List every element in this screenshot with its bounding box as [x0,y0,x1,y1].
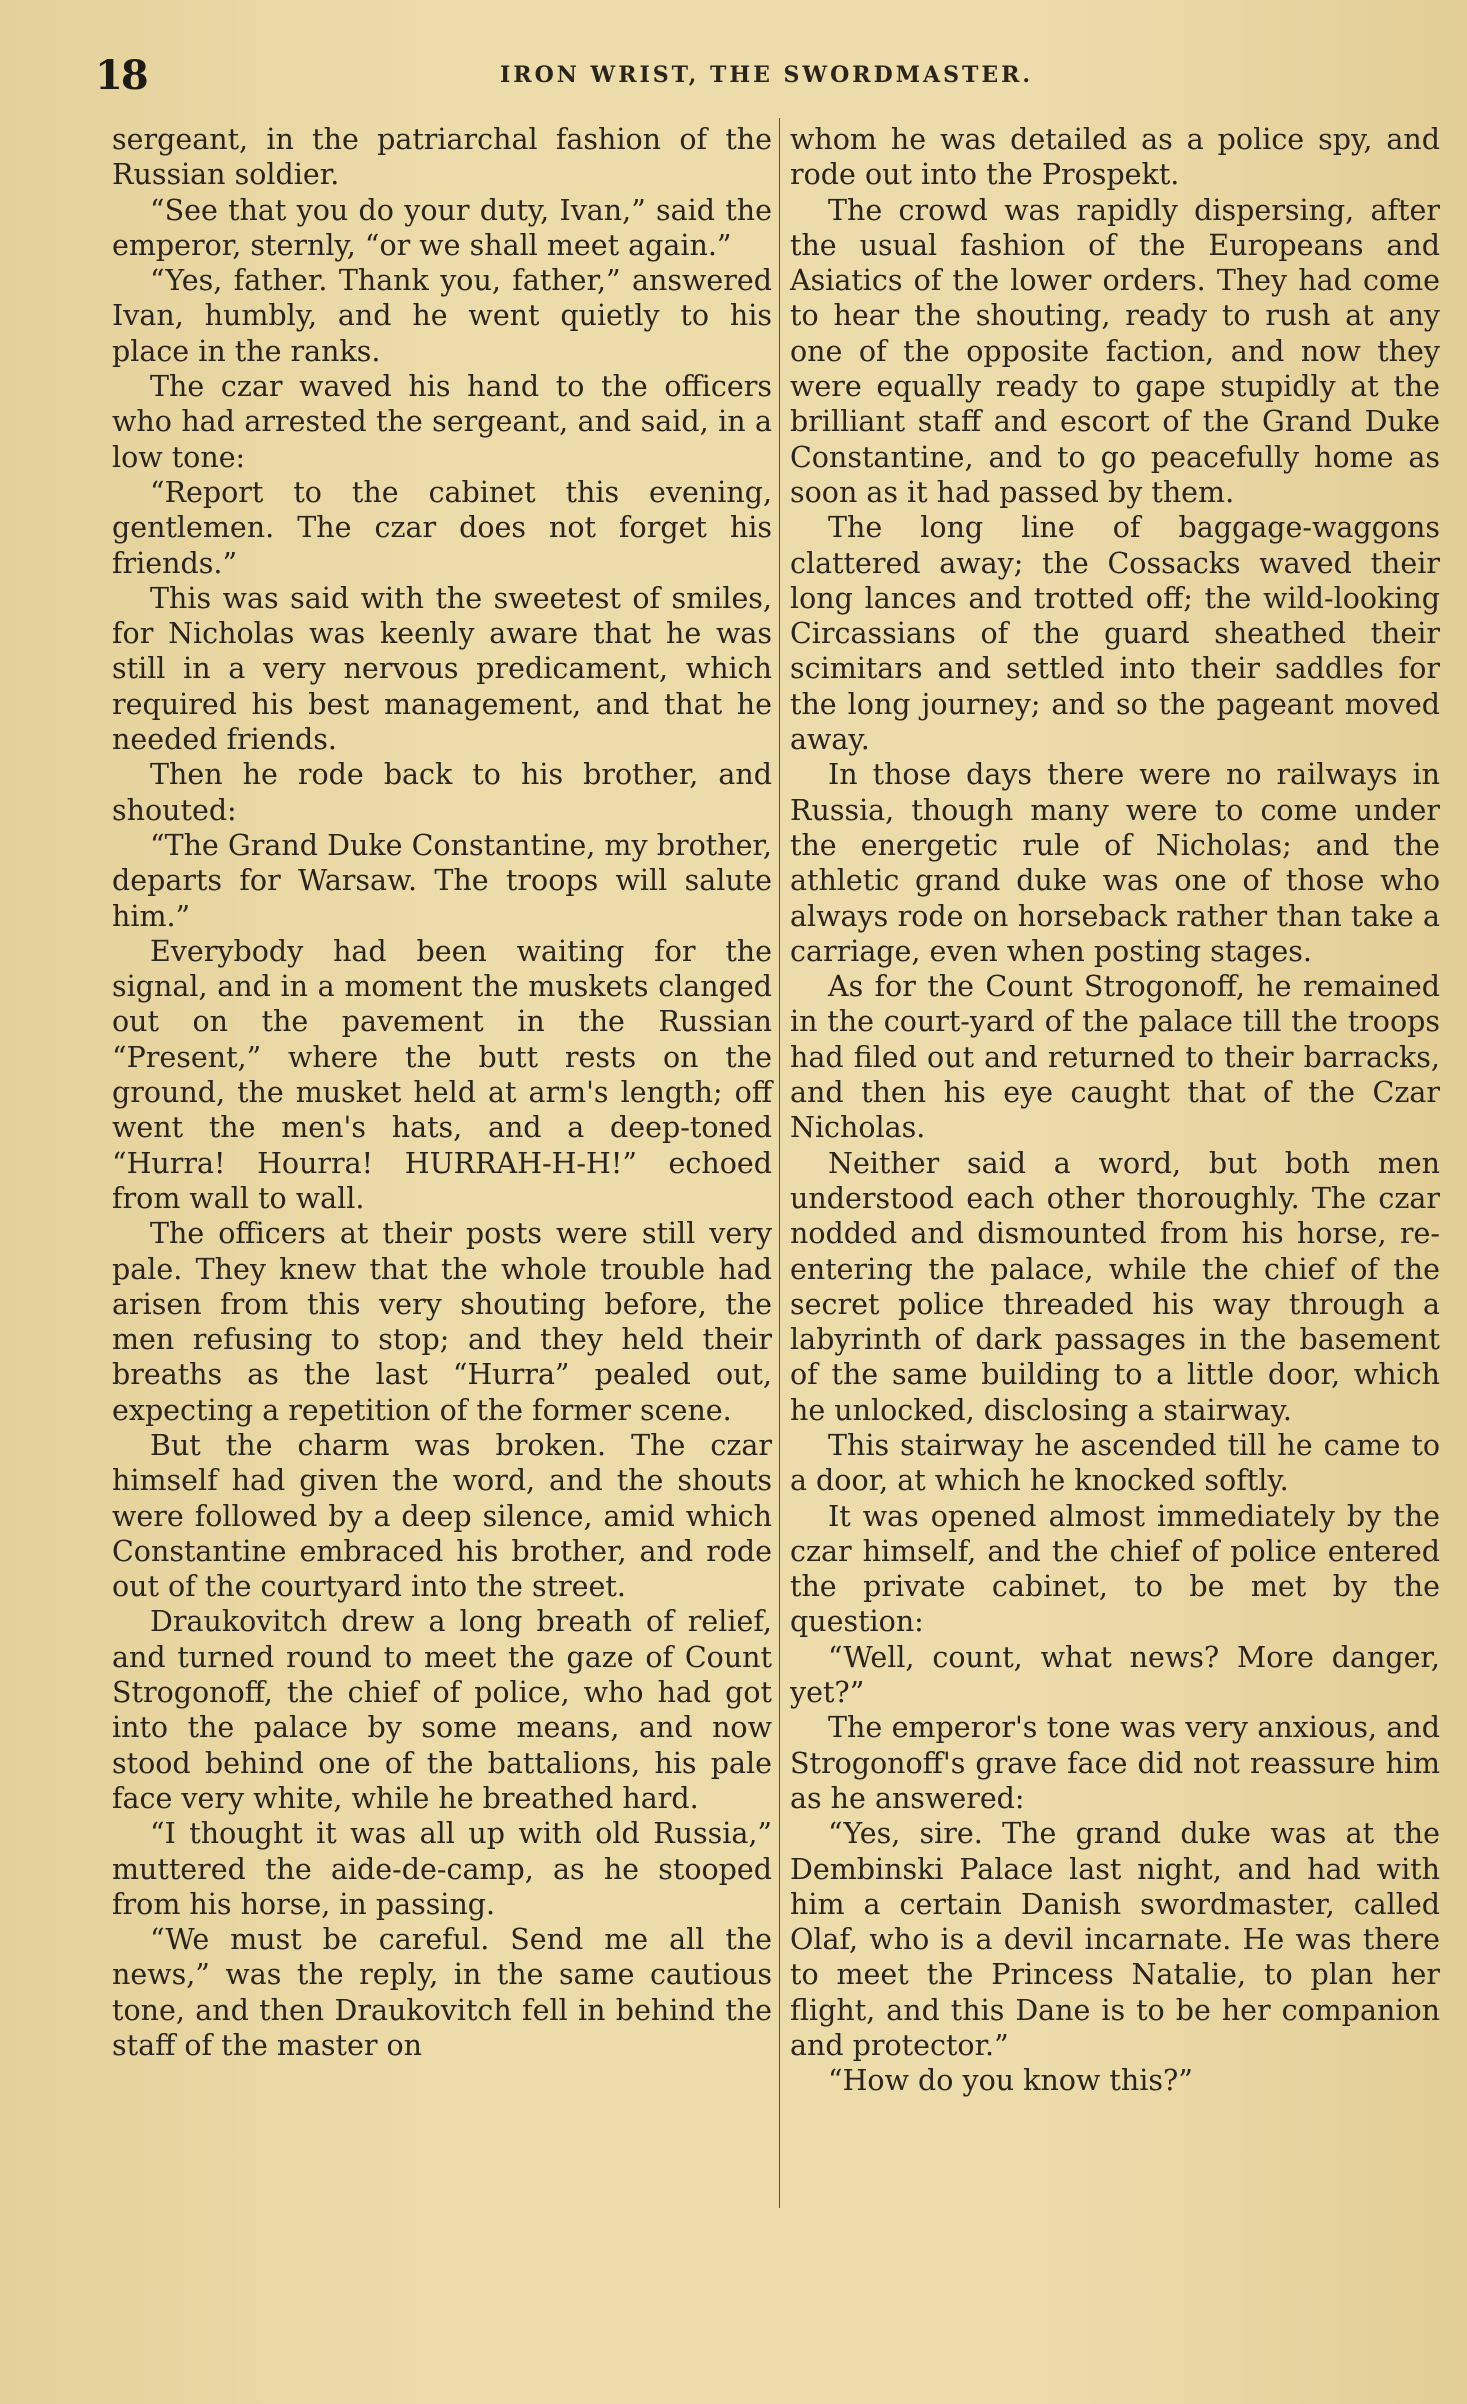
paragraph: “Yes, father. Thank you, father,” answered Ivan, humbly, and he went quietly to his place in the ranks. [112,264,772,368]
paragraph: But the charm was broken. The czar himself had given the word, and the shouts were followed by a deep silence, amid which Constantine embraced his brother, and rode out of the courtyard into the street. [112,1428,772,1604]
paragraph: In those days there were no railways in Russia, though many were to come under the energetic rule of Nicholas; and the athletic grand duke was one of those who always rode on horseback rather than take a carriage, even when posting stages. [790,758,1440,968]
paragraph: The emperor's tone was very anxious, and Strogonoff's grave face did not reassure him as he answered: [790,1711,1440,1815]
column-divider [779,118,780,2208]
paragraph: sergeant, in the patriarchal fashion of the Russian soldier. [112,123,772,192]
paragraph: “The Grand Duke Constantine, my brother, departs for Warsaw. The troops will salute him.” [112,828,772,933]
paragraph: “Well, count, what news? More danger, yet?” [790,1640,1440,1710]
paragraph: This was said with the sweetest of smiles, for Nicholas was keenly aware that he was still in a very nervous predicament, which required his best management, and that he needed friends. [112,581,772,757]
paragraph: Everybody had been waiting for the signal, and in a moment the muskets clanged out on the pavement in the Russian “Present,” where the butt rests on the ground, the musket held at arm's length; off went the men's hats, and a deep-toned “Hurra! Hourra! HURRAH-H-H!” echoed from wall to wall. [112,934,772,1215]
page-number: 18 [95,52,147,99]
paragraph: Neither said a word, but both men understood each other thoroughly. The czar nodded and dismounted from his horse, re-entering the palace, while the chief of the secret police threaded his way through a labyrinth of dark passages in the basement of the same building to a little door, which he unlocked, disclosing a stairway. [790,1146,1440,1427]
paragraph: “We must be careful. Send me all the news,” was the reply, in the same cautious tone, and then Draukovitch fell in behind the staff of the master on [112,1923,772,2063]
paragraph: Then he rode back to his brother, and shouted: [112,758,772,827]
paragraph: “Report to the cabinet this evening, gentlemen. The czar does not forget his friends.” [112,475,772,580]
paragraph: “See that you do your duty, Ivan,” said the emperor, sternly, “or we shall meet again.” [112,193,772,262]
paragraph: “How do you know this?” [828,2064,1193,2098]
page-header [95,52,1395,102]
paragraph: This stairway he ascended till he came to a door, at which he knocked softly. [790,1428,1440,1498]
paragraph: “I thought it was all up with old Russia,” muttered the aide-de-camp, as he stooped from his horse, in passing. [112,1817,772,1921]
paragraph: “Yes, sire. The grand duke was at the Dembinski Palace last night, and had with him a certain Danish swordmaster, called Olaf, who is a devil incarnate. He was there to meet the Princess Natalie, to plan her flight, and this Dane is to be her companion and protector.” [790,1817,1440,2063]
paragraph: Draukovitch drew a long breath of relief, and turned round to meet the gaze of Count Strogonoff, the chief of police, who had got into the palace by some means, and now stood behind one of the battalions, his pale face very white, while he breathed hard. [112,1605,772,1815]
paragraph: The czar waved his hand to the officers who had arrested the sergeant, and said, in a low tone: [112,370,772,474]
paragraph: As for the Count Strogonoff, he remained in the court-yard of the palace till the troops had filed out and returned to their barracks, and then his eye caught that of the Czar Nicholas. [790,970,1440,1145]
paragraph: whom he was detailed as a police spy, and rode out into the Prospekt. [790,123,1440,192]
left-column [112,122,772,2063]
paragraph: The officers at their posts were still very pale. They knew that the whole trouble had arisen from this very shouting before, the men refusing to stop; and they held their breaths as the last “Hurra” pealed out, expecting a repetition of the former scene. [112,1217,772,1427]
paragraph: The crowd was rapidly dispersing, after the usual fashion of the Europeans and Asiatics of the lower orders. They had come to hear the shouting, ready to rush at any one of the opposite faction, and now they were equally ready to gape stupidly at the brilliant staff and escort of the Grand Duke Constantine, and to go peacefully home as soon as it had passed by them. [790,193,1440,509]
paragraph: The long line of baggage-waggons clattered away; the Cossacks waved their long lances and trotted off; the wild-looking Circassians of the guard sheathed their scimitars and settled into their saddles for the long journey; and so the pageant moved away. [790,511,1440,757]
running-title: IRON WRIST, THE SWORDMASTER. [500,62,1034,88]
right-column [790,122,1440,2099]
paragraph: It was opened almost immediately by the czar himself, and the chief of police entered the private cabinet, to be met by the question: [790,1499,1440,1639]
